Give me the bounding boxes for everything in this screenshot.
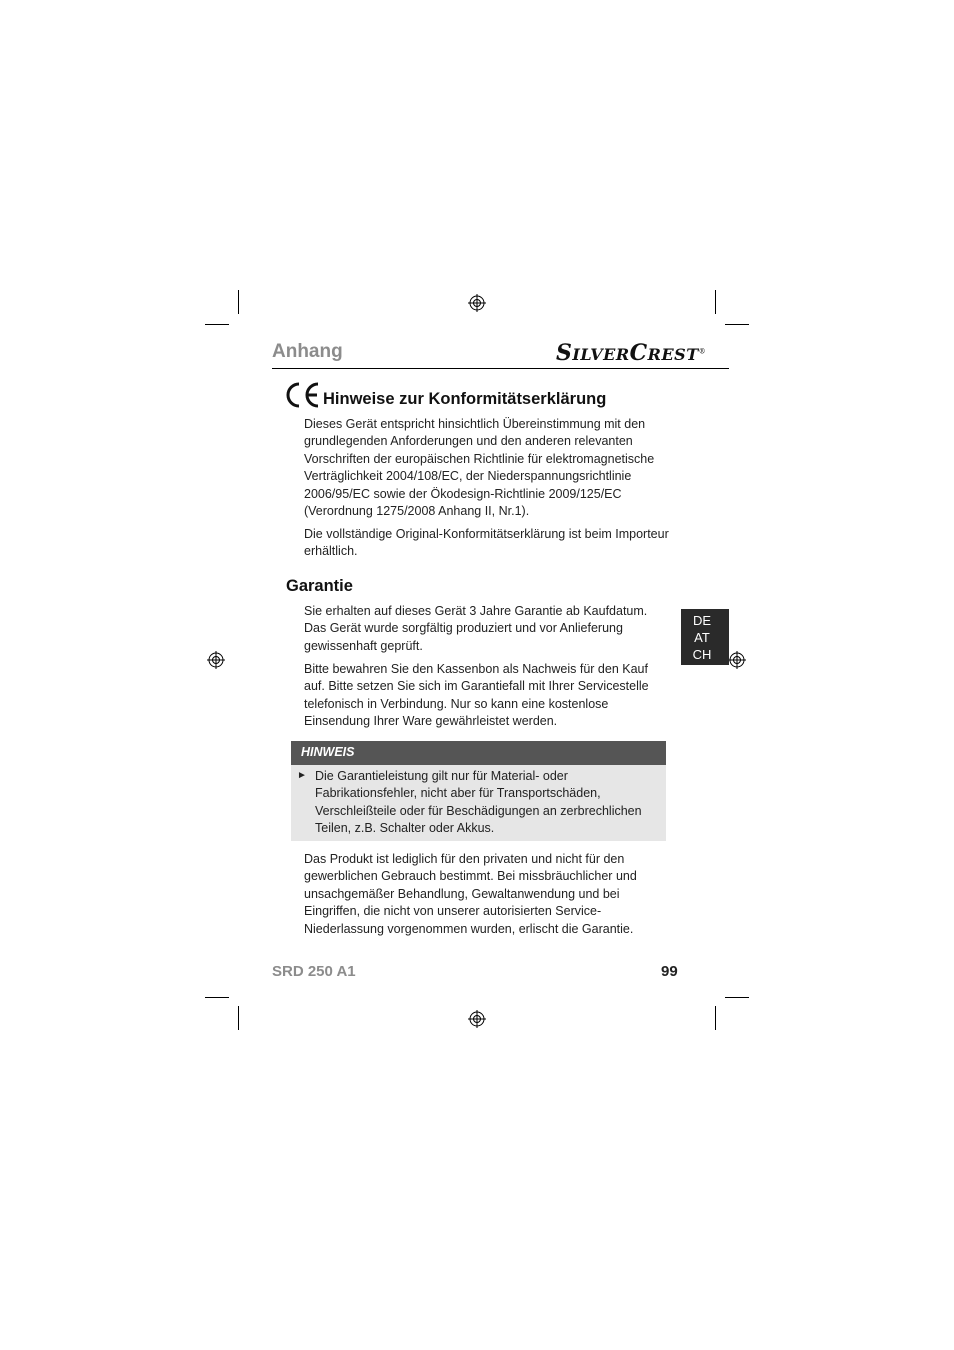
section-title: Anhang [272,341,343,362]
registration-mark-icon [728,651,746,669]
crop-mark [715,290,716,314]
crop-mark [715,1006,716,1030]
brand-logo: SILVERCREST® [556,340,707,366]
crop-mark [725,324,749,325]
page-number: 99 [661,963,678,980]
conformity-heading: Hinweise zur Konformitätserklärung [323,390,607,408]
registration-mark-icon [468,294,486,312]
warranty-paragraph: Das Produkt ist lediglich für den privaten und nicht für den gewerblichen Gebrauch bestimmt. Bei missbräuchlicher und unsachgemäßer Behandlung, Gewaltanwendung und bei Eingriffen, die nicht von unserer autorisierten Service-Niederlassung vorgenommen wurden, erlischt die Garantie. [304,852,637,936]
header-rule [272,368,729,369]
crop-mark [238,1006,239,1030]
language-tab [681,609,729,665]
crop-mark [238,290,239,314]
language-code: DE [692,613,712,628]
crop-mark [205,997,229,998]
bullet-arrow-icon: ► [297,770,307,781]
ce-mark-icon [284,380,322,410]
crop-mark [725,997,749,998]
crop-mark [205,324,229,325]
warranty-paragraph: Sie erhalten auf dieses Gerät 3 Jahre Garantie ab Kaufdatum. Das Gerät wurde sorgfältig produziert und vor Anlieferung gewissenhaft geprüft. [304,604,648,653]
warranty-heading: Garantie [286,577,353,595]
registration-mark-icon [468,1010,486,1028]
conformity-paragraph: Dieses Gerät entspricht hinsichtlich Übereinstimmung mit den grundlegenden Anforderungen und den anderen relevanten Vorschriften der europäischen Richtlinie für elektromagnetische Verträglichkeit 2004/108/EC, der Niederspannungsrichtlinie 2006/95/EC sowie der Ökodesign-Richtlinie 2009/125/EC (Verordnung 1275/2008 Anhang II, Nr.1). [304,417,655,519]
registration-mark-icon [207,651,225,669]
language-code: AT [694,630,710,645]
notice-text: Die Garantieleistung gilt nur für Material- oder Fabrikationsfehler, nicht aber für Transportschäden, Verschleißteile oder für Beschädigungen an zerbrechlichen Teilen, z.B. Schalter oder Akkus. [315,769,642,836]
language-code: CH [692,647,712,662]
notice-title: HINWEIS [301,745,355,759]
footer-model: SRD 250 A1 [272,963,356,980]
warranty-paragraph: Bitte bewahren Sie den Kassenbon als Nachweis für den Kauf auf. Bitte setzen Sie sich im Garantiefall mit Ihrer Servicestelle telefonisch in Verbindung. Nur so kann eine kostenlose Einsendung Ihrer Ware gewährleistet werden. [304,662,649,729]
conformity-paragraph: Die vollständige Original-Konformitätserklärung ist beim Importeur erhältlich. [304,527,669,559]
